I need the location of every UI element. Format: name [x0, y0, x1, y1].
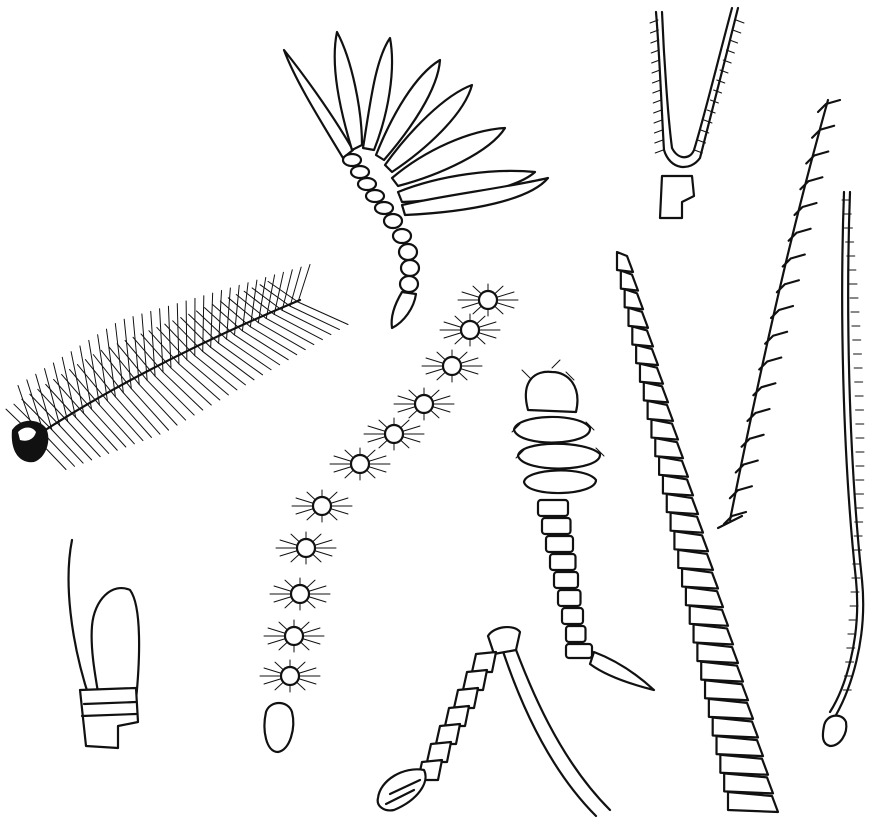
- plumose-antenna: [6, 265, 348, 470]
- serrate-long-antenna: [617, 252, 778, 812]
- aristate-antenna: [69, 540, 140, 748]
- setaceous-jointed-antenna: [718, 100, 840, 528]
- clubbed-antenna: [512, 360, 654, 690]
- lamellate-antenna: [284, 32, 548, 328]
- forked-antenna: [650, 8, 744, 218]
- filiform-antenna: [823, 192, 864, 746]
